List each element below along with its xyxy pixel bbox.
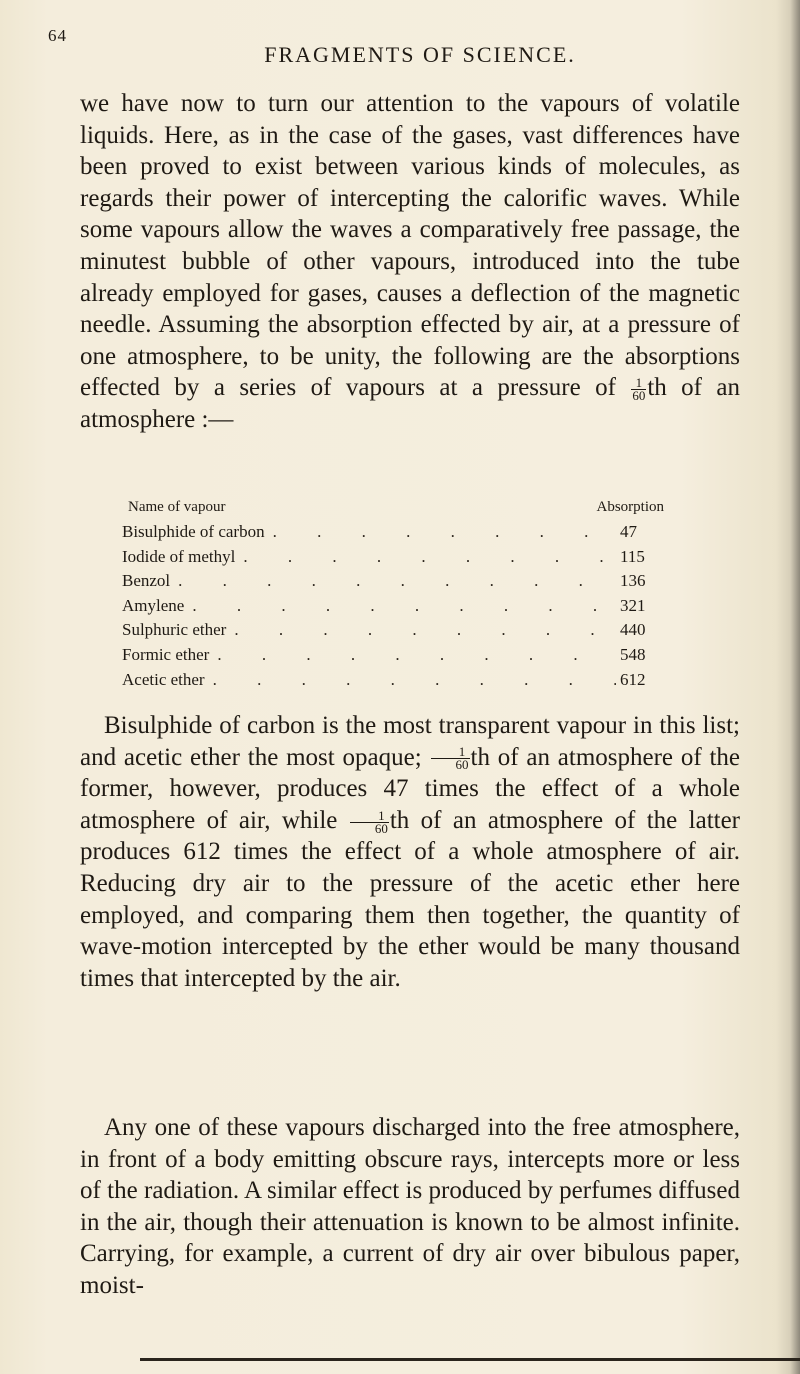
paragraph-text: we have now to turn our attention to the vapours of volatile liquids. Here, as in the case of the gases, vast differences have been proved to exist between various kinds of molecules, as regards their power of intercepting the calorific waves. While some vapours allow the waves a comparatively free passage, the minutest bubble of other vapours, introduced into the tube already employed for gases, causes a deflection of the magnetic needle. Assuming the absorption effected by air, at a pressure of one atmosphere, to be unity, the following are the absorptions effected by a series of vapours at a pressure of bbox=[80, 90, 740, 402]
column-header-name: Name of vapour bbox=[128, 499, 226, 515]
paragraph-comparison bbox=[80, 710, 740, 994]
fraction bbox=[631, 377, 646, 402]
page-edge-shadow bbox=[790, 0, 800, 1374]
paragraph-perfumes: Any one of these vapours discharged into the free atmosphere, in front of a body emitting obscure rays, intercepts more or less of the radiation. A similar effect is produced by perfumes diffused in the air, though their attenuation is known to be almost infinite. Carrying, for example, a current of dry air over bibulous paper, moist- bbox=[80, 1114, 740, 1299]
fraction-denominator: 60 bbox=[455, 757, 469, 773]
vapour-name: Sulphuric ether bbox=[122, 620, 227, 640]
table-row bbox=[122, 668, 664, 693]
table-row bbox=[122, 520, 664, 545]
fraction-numerator: 1 bbox=[631, 377, 646, 390]
absorption-value: 440 bbox=[620, 620, 646, 640]
fraction-numerator: 1 bbox=[431, 746, 470, 759]
paragraph-text: th of an atmosphere of the latter produces 612 times the effect of a whole atmosphere of air. Reducing dry air to the pressure of the acetic ether here employed, and comparing them then together, the quantity of wave-motion intercepted by the ether would be many thousand times that intercepted by the air. bbox=[80, 806, 741, 992]
fraction bbox=[431, 746, 470, 771]
paragraph-vapours-intro bbox=[80, 88, 740, 436]
table-row bbox=[122, 643, 664, 668]
fraction-numerator: 1 bbox=[350, 810, 389, 823]
table-row bbox=[122, 618, 664, 643]
absorption-value: 548 bbox=[620, 644, 646, 664]
absorption-value: 47 bbox=[620, 522, 637, 541]
vapour-name: Bisulphide of carbon bbox=[122, 522, 265, 541]
dot-leader bbox=[205, 668, 616, 693]
absorption-value: 321 bbox=[620, 595, 646, 615]
table-header bbox=[122, 496, 664, 518]
dot-leader bbox=[184, 594, 616, 619]
table-row bbox=[122, 594, 664, 619]
paragraph-text: Bisulphide of carbon is the most transparent vapour in this list; and acetic ether the most opaque; bbox=[80, 712, 740, 771]
vapour-name: Formic ether bbox=[122, 644, 210, 664]
absorption-value: 136 bbox=[620, 571, 646, 591]
table-row bbox=[122, 569, 664, 594]
dot-leader bbox=[235, 545, 616, 570]
paragraph-text: th of an atmosphere :— bbox=[80, 374, 740, 433]
absorption-table bbox=[122, 496, 664, 692]
absorption-value: 612 bbox=[620, 669, 646, 689]
dot-leader bbox=[170, 569, 616, 594]
fraction bbox=[350, 807, 389, 836]
bottom-rule bbox=[140, 1358, 800, 1361]
table-row bbox=[122, 545, 664, 570]
fraction-denominator: 60 bbox=[374, 820, 388, 836]
dot-leader bbox=[226, 618, 616, 643]
column-header-absorption: Absorption bbox=[596, 499, 664, 515]
page-number: 64 bbox=[48, 26, 67, 45]
running-title: FRAGMENTS OF SCIENCE. bbox=[264, 42, 576, 67]
vapour-name: Benzol bbox=[122, 571, 171, 591]
dot-leader bbox=[265, 520, 616, 545]
dot-leader bbox=[209, 643, 616, 668]
paragraph-text: th of an atmosphere of the former, however, produces 47 times the effect of a whole atmosphere of air, while bbox=[80, 743, 741, 834]
vapour-name: Acetic ether bbox=[122, 669, 205, 689]
vapour-name: Amylene bbox=[122, 595, 185, 615]
absorption-value: 115 bbox=[620, 546, 645, 566]
fraction-denominator: 60 bbox=[632, 388, 646, 404]
vapour-name: Iodide of methyl bbox=[122, 546, 236, 566]
